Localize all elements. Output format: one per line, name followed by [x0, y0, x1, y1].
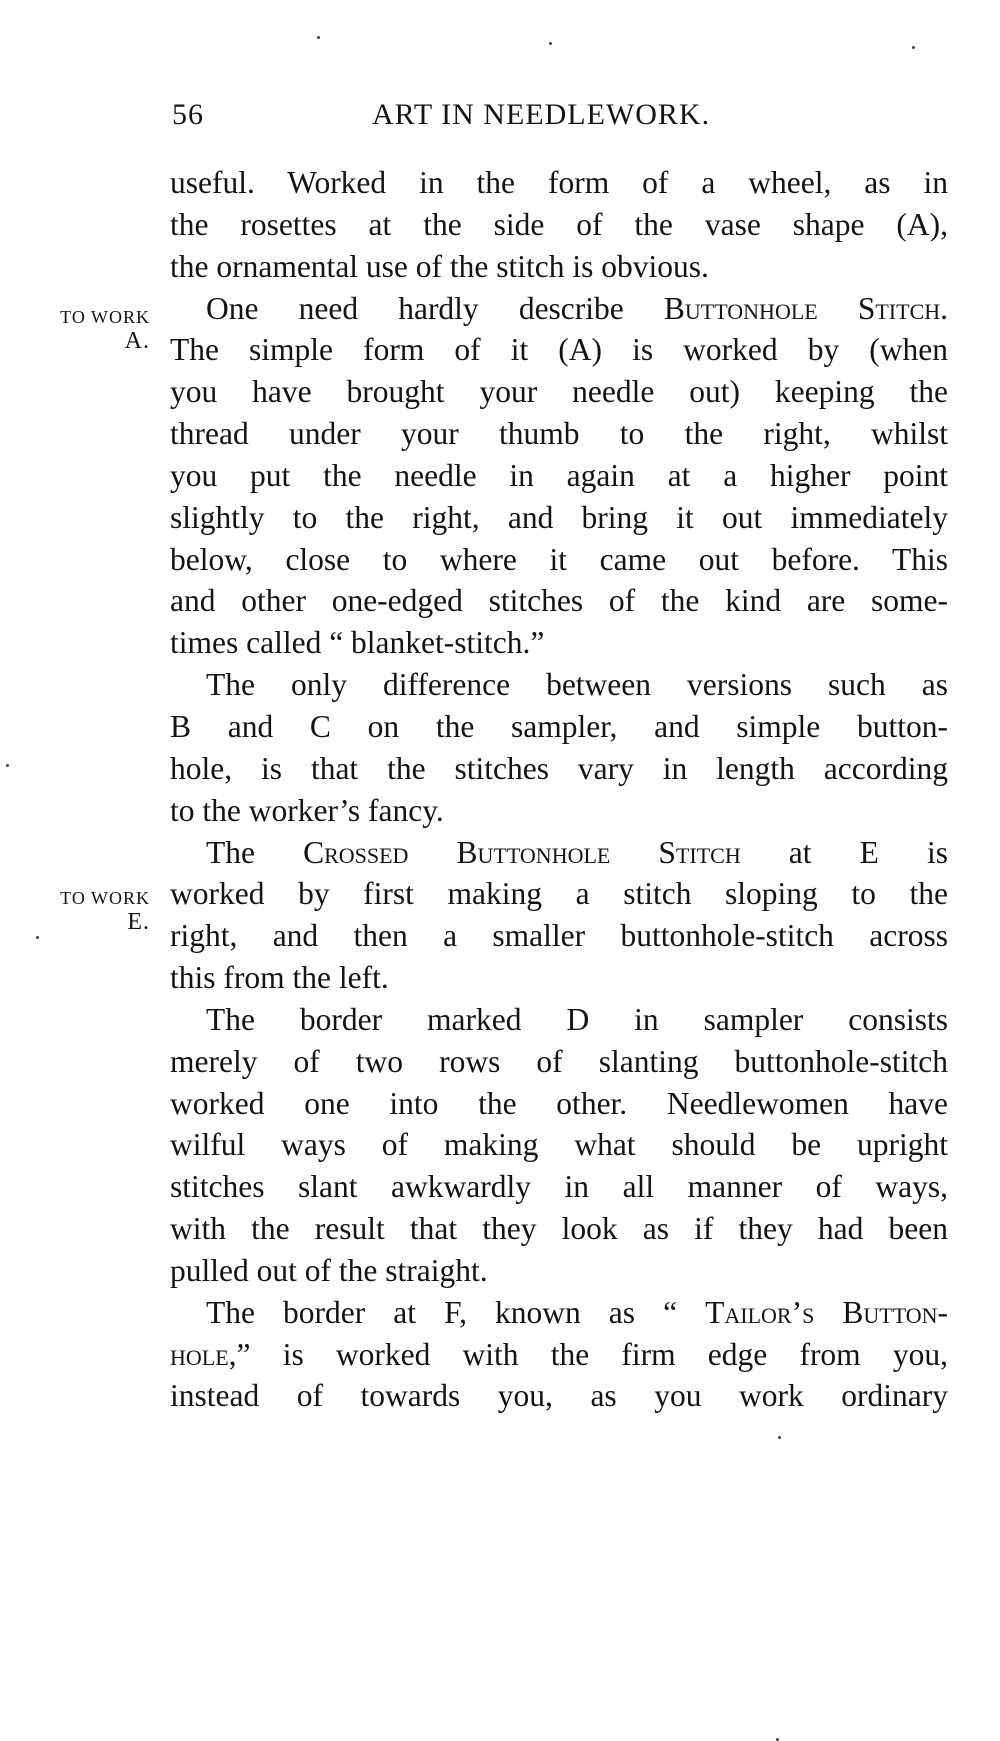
- text-line: The Crossed Buttonhole Stitch at E is: [206, 834, 948, 870]
- text-line: hole, is that the stitches vary in length according: [170, 750, 948, 786]
- text-line: below, close to where it came out before. This: [170, 541, 948, 577]
- text-line: with the result that they look as if they had been: [170, 1211, 948, 1247]
- side-note-to-work-e: [24, 887, 150, 935]
- side-note-letter: A.: [124, 328, 150, 354]
- paper-speck: [912, 46, 915, 49]
- text-line: you have brought your needle out) keeping the: [170, 374, 948, 410]
- paper-speck: [317, 36, 320, 39]
- body-text: [170, 162, 948, 1417]
- paper-speck: [36, 936, 39, 939]
- text-line: the rosettes at the side of the vase shape (A),: [170, 206, 948, 242]
- text-line: B and C on the sampler, and simple button-: [170, 708, 948, 744]
- side-note-to-work-a: [24, 306, 150, 354]
- side-note-letter: E.: [127, 909, 150, 935]
- page-header: [172, 98, 948, 148]
- text-line: you put the needle in again at a higher point: [170, 457, 948, 493]
- text-line: and other one-edged stitches of the kind are some-: [170, 583, 948, 619]
- text-line: right, and then a smaller buttonhole-stitch across: [170, 918, 948, 954]
- text-line: thread under your thumb to the right, whilst: [170, 416, 948, 452]
- text-line: pulled out of the straight.: [170, 1252, 488, 1288]
- side-note-label: TO WORK: [60, 888, 150, 908]
- running-title: ART IN NEEDLEWORK.: [372, 98, 711, 131]
- text-line: One need hardly describe Buttonhole Stitch.: [206, 290, 949, 326]
- text-line: this from the left.: [170, 960, 389, 996]
- text-line: instead of towards you, as you work ordinary: [170, 1378, 948, 1414]
- page-number: 56: [172, 98, 204, 131]
- text-line: The border marked D in sampler consists: [206, 1001, 948, 1037]
- side-note-label: TO WORK: [60, 307, 150, 327]
- term-crossed-buttonhole-stitch: Crossed Buttonhole Stitch: [303, 834, 741, 870]
- term-tailors-buttonhole-cont: hole: [170, 1336, 229, 1372]
- text-line: to the worker’s fancy.: [170, 792, 444, 828]
- text-line: slightly to the right, and bring it out immediately: [170, 499, 948, 535]
- text-line: merely of two rows of slanting buttonhole-stitch: [170, 1043, 948, 1079]
- paper-speck: [778, 1436, 781, 1439]
- text-line: wilful ways of making what should be upright: [170, 1127, 948, 1163]
- text-line: The only difference between versions such as: [206, 667, 948, 703]
- text-line: worked one into the other. Needlewomen have: [170, 1085, 948, 1121]
- text-line: times called “ blanket-stitch.”: [170, 625, 545, 661]
- term-buttonhole-stitch: Buttonhole Stitch: [663, 290, 941, 326]
- text-line: useful. Worked in the form of a wheel, as in: [170, 165, 948, 200]
- text-line: the ornamental use of the stitch is obvious.: [170, 248, 709, 284]
- paper-speck: [549, 42, 552, 45]
- term-tailors-buttonhole: Tailor’s Button-: [705, 1294, 948, 1330]
- text-line: stitches slant awkwardly in all manner of ways,: [170, 1169, 948, 1205]
- text-line: The border at F, known as “ Tailor’s Button-: [206, 1294, 948, 1330]
- text-line: worked by first making a stitch sloping to the: [170, 876, 948, 912]
- text-line: hole,” is worked with the firm edge from you,: [170, 1336, 948, 1372]
- text-line: The simple form of it (A) is worked by (when: [170, 332, 948, 368]
- paper-speck: [6, 764, 9, 767]
